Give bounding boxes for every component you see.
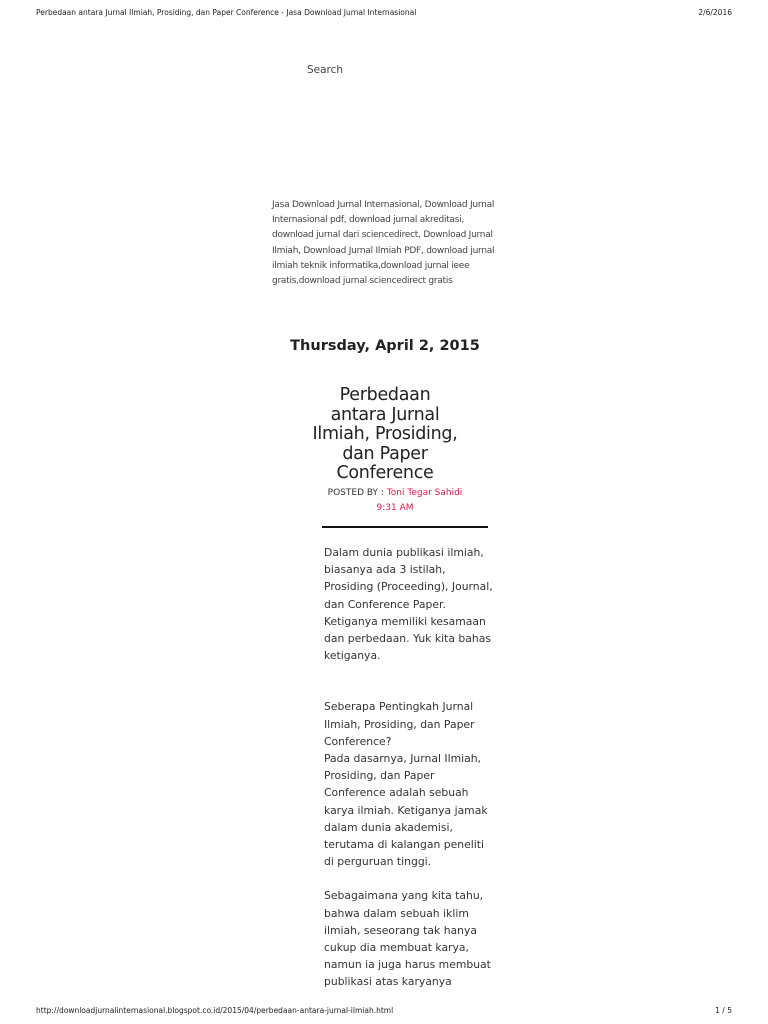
post-paragraph: Sebagaimana yang kita tahu, bahwa dalam sebuah iklim ilmiah, seseorang tak hanya cukup dia membuat karya, namun ia juga harus membuat publikasi atas karyanya — [324, 889, 491, 989]
post-author-link[interactable]: Toni Tegar Sahidi — [386, 488, 463, 498]
search-label[interactable]: Search — [307, 64, 344, 76]
blog-description: Jasa Download Jurnal Internasional, Download Jurnal Internasional pdf, download jurnal akreditasi, download jurnal dari sciencedirect, Download Jurnal Ilmiah, Download Jurnal Ilmiah PDF, download jurnal ilmiah teknik informatika,download jurnal ieee gratis,download jurnal sciencedirect gratis — [272, 200, 495, 287]
print-header-date: 2/6/2016 — [698, 8, 732, 17]
post-title[interactable]: Perbedaan antara Jurnal Ilmiah, Prosiding, dan Paper Conference — [312, 385, 458, 483]
post-body — [324, 544, 496, 991]
print-footer-page: 1 / 5 — [715, 1006, 732, 1015]
paragraph-spacer — [324, 870, 496, 887]
post-subheading: Seberapa Pentingkah Jurnal Ilmiah, Prosiding, dan Paper Conference? — [324, 700, 475, 748]
print-footer-url: http://downloadjurnalinternasional.blogspot.co.id/2015/04/perbedaan-antara-jurnal-ilmiah.html — [36, 1006, 394, 1015]
paragraph-spacer — [324, 664, 496, 698]
post-paragraph: Pada dasarnya, Jurnal Ilmiah, Prosiding, dan Paper Conference adalah sebuah karya ilmiah. Ketiganya jamak dalam dunia akademisi, terutama di kalangan peneliti di perguruan tinggi. — [324, 752, 488, 869]
post-date-header: Thursday, April 2, 2015 — [290, 338, 480, 354]
meta-divider — [322, 526, 488, 528]
post-meta — [310, 486, 480, 515]
post-paragraph: Dalam dunia publikasi ilmiah, biasanya ada 3 istilah, Prosiding (Proceeding), Journal, dan Conference Paper. Ketiganya memiliki kesamaan dan perbedaan. Yuk kita bahas ketiganya. — [324, 546, 493, 663]
posted-by-label: POSTED BY : — [327, 488, 384, 498]
print-header-title: Perbedaan antara Jurnal Ilmiah, Prosiding, dan Paper Conference - Jasa Download Jurnal Internasional — [36, 8, 417, 17]
post-time-link[interactable]: 9:31 AM — [376, 502, 414, 513]
